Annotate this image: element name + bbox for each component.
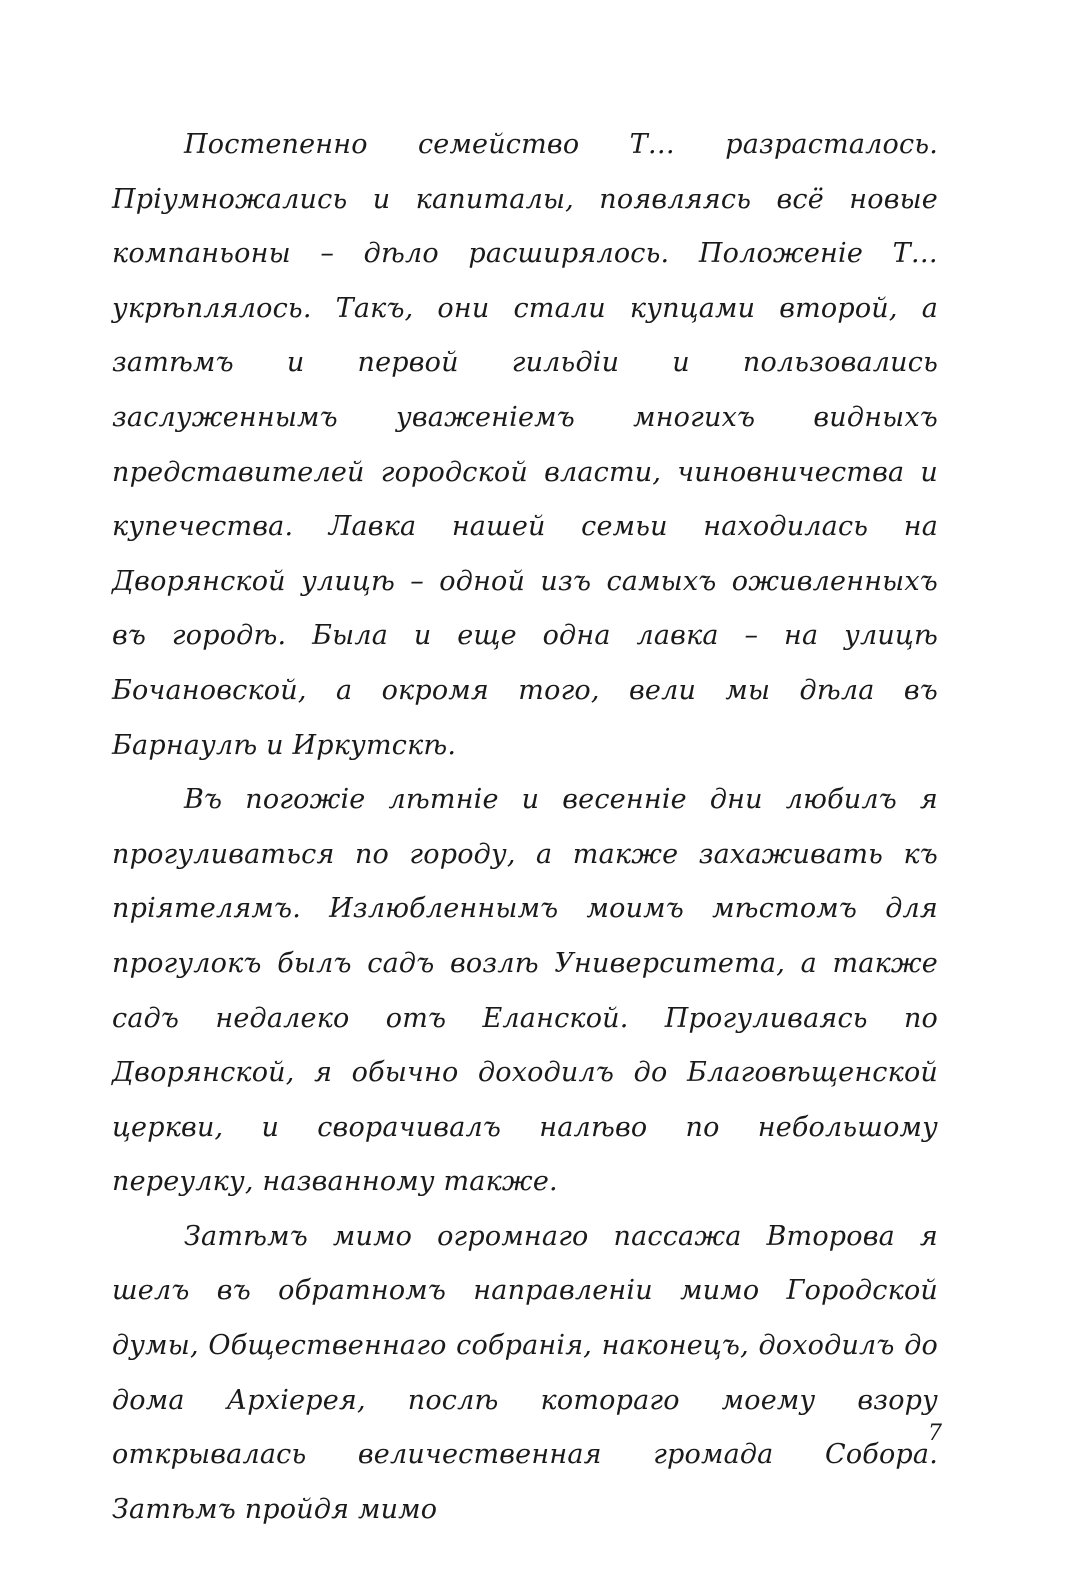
body-text — [112, 118, 938, 1537]
paragraph-3: Затѣмъ мимо огромнаго пассажа Второва я шелъ въ обратномъ направленіи мимо Городской думы, Общественнаго собранія, наконецъ, доходилъ до дома Архіерея, послѣ котораго моему взору открывалась величественная громада Собора. Затѣмъ пройдя мимо — [112, 1220, 938, 1525]
page-number: 7 — [928, 1421, 942, 1446]
paragraph-1: Постепенно семейство Т… разрасталось. Пріумножались и капиталы, появляясь всё новые компаньоны – дѣло расширялось. Положеніе Т… укрѣплялось. Такъ, они стали купцами второй, а затѣмъ и первой гильдіи и пользовались заслуженнымъ уваженіемъ многихъ видныхъ представителей городской власти, чиновничества и купечества. Лавка нашей семьи находилась на Дворянской улицѣ – одной изъ самыхъ оживленныхъ въ городѣ. Была и еще одна лавка – на улицѣ Бочановской, а окромя того, вели мы дѣла въ Барнаулѣ и Иркутскѣ. — [112, 129, 938, 761]
paragraph-2: Въ погожіе лѣтніе и весенніе дни любилъ я прогуливаться по городу, а также захаживать къ пріятелямъ. Излюбленнымъ моимъ мѣстомъ для прогулокъ былъ садъ возлѣ Университета, а также садъ недалеко отъ Еланской. Прогуливаясь по Дворянской, я обычно доходилъ до Благовѣщенской церкви, и сворачивалъ налѣво по небольшому переулку, названному также. — [112, 784, 938, 1198]
